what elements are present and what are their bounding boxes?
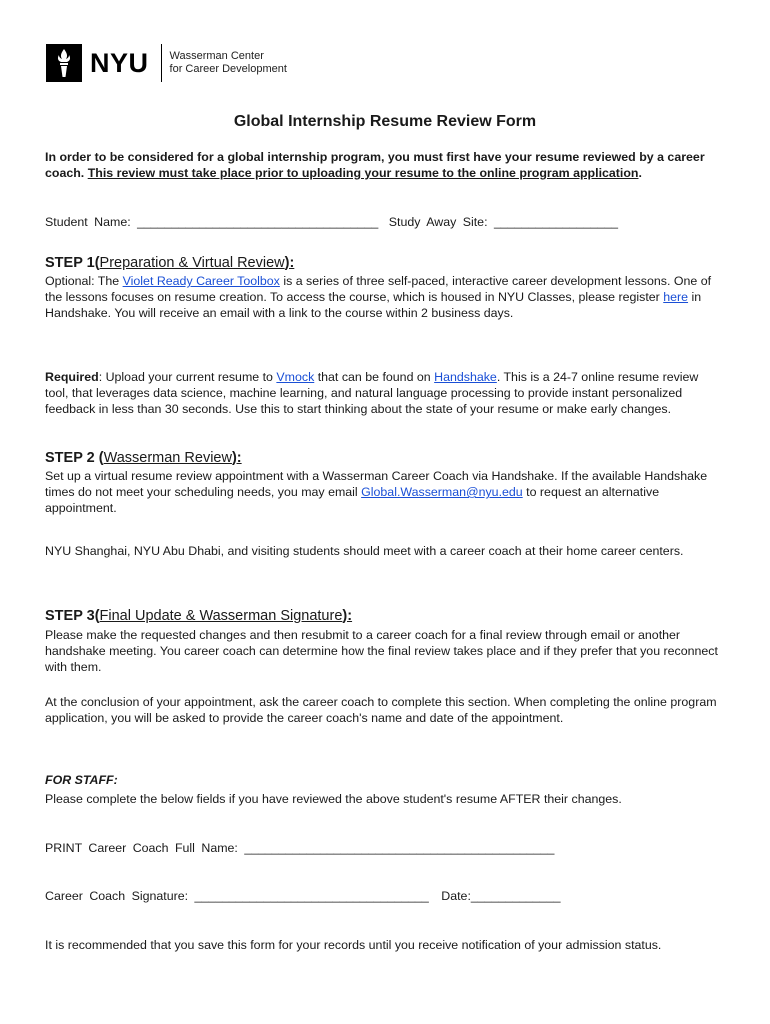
- vmock-link[interactable]: Vmock: [276, 370, 315, 384]
- signature-label: Career Coach Signature:: [45, 889, 189, 903]
- step3-paragraph-2: At the conclusion of your appointment, ask the career coach to complete this section. When completing the online program application, you will be asked to provide the career coach's name and date of the appointment.: [45, 695, 717, 725]
- date-field[interactable]: _____________: [470, 889, 561, 903]
- email-link[interactable]: Global.Wasserman@nyu.edu: [361, 485, 523, 499]
- step1-heading: STEP 1(Preparation & Virtual Review):: [45, 255, 295, 271]
- student-fields-row: [45, 215, 618, 229]
- here-link[interactable]: here: [663, 290, 689, 304]
- study-site-field[interactable]: __________________: [493, 215, 619, 229]
- student-name-field[interactable]: ___________________________________: [137, 215, 379, 229]
- intro-paragraph: In order to be considered for a global internship program, you must first have your resume reviewed by a career coach. This review must take place prior to uploading your resume to the online program application.: [45, 150, 705, 180]
- step3-heading: STEP 3(Final Update & Wasserman Signature):: [45, 608, 353, 624]
- violet-ready-link[interactable]: Violet Ready Career Toolbox: [122, 274, 280, 288]
- date-label: Date:: [441, 889, 471, 903]
- signature-row: [45, 889, 560, 903]
- nyu-logo: [46, 44, 287, 82]
- step2-heading: STEP 2 (Wasserman Review):: [45, 450, 242, 466]
- org-name: [170, 50, 287, 76]
- footer-note: It is recommended that you save this form for your records until you receive notification of your admission status.: [45, 938, 662, 952]
- study-site-label: Study Away Site:: [388, 215, 488, 229]
- staff-heading: FOR STAFF:: [45, 773, 118, 787]
- step2-paragraph-2: NYU Shanghai, NYU Abu Dhabi, and visiting students should meet with a career coach at their home career centers.: [45, 544, 684, 558]
- page-title: Global Internship Resume Review Form: [233, 113, 537, 130]
- step1-required-paragraph: Required: Upload your current resume to Vmock that can be found on Handshake. This is a 24-7 online resume review tool, that leverages data science, machine learning, and natural language processing to provide instant personalized feedback in less than 30 seconds. Use this to start thinking about the state of your resume or make early changes.: [45, 370, 699, 416]
- coach-name-label: PRINT Career Coach Full Name:: [45, 841, 238, 855]
- step3-paragraph-1: Please make the requested changes and then resubmit to a career coach for a final review through email or another handshake meeting. You career coach can determine how the final review takes place and if they prefer that you reconnect with them.: [45, 628, 718, 674]
- student-name-label: Student Name:: [45, 215, 131, 229]
- torch-icon: [46, 44, 82, 82]
- step1-optional-paragraph: Optional: The Violet Ready Career Toolbox is a series of three self-paced, interactive career development lessons. One of the lessons focuses on resume creation. To access the course, which is housed in NYU Classes, please register here in Handshake. You will receive an email with a link to the course within 2 business days.: [45, 274, 712, 320]
- logo-wordmark: NYU: [90, 47, 149, 78]
- org-line-2: for Career Development: [169, 63, 287, 75]
- signature-field[interactable]: __________________________________: [194, 889, 429, 903]
- org-line-1: Wasserman Center: [169, 50, 264, 62]
- coach-name-row: [45, 841, 554, 855]
- logo-divider: [161, 44, 162, 82]
- coach-name-field[interactable]: _____________________________________________: [244, 841, 555, 855]
- staff-instruction: Please complete the below fields if you have reviewed the above student's resume AFTER their changes.: [45, 792, 622, 806]
- handshake-link[interactable]: Handshake: [434, 370, 497, 384]
- intro-underlined: This review must take place prior to uploading your resume to the online program application: [87, 166, 639, 180]
- step2-paragraph-1: Set up a virtual resume review appointment with a Wasserman Career Coach via Handshake. If the available Handshake times do not meet your scheduling needs, you may email Global.Wasserman@nyu.edu to request an alternative appointment.: [45, 469, 708, 515]
